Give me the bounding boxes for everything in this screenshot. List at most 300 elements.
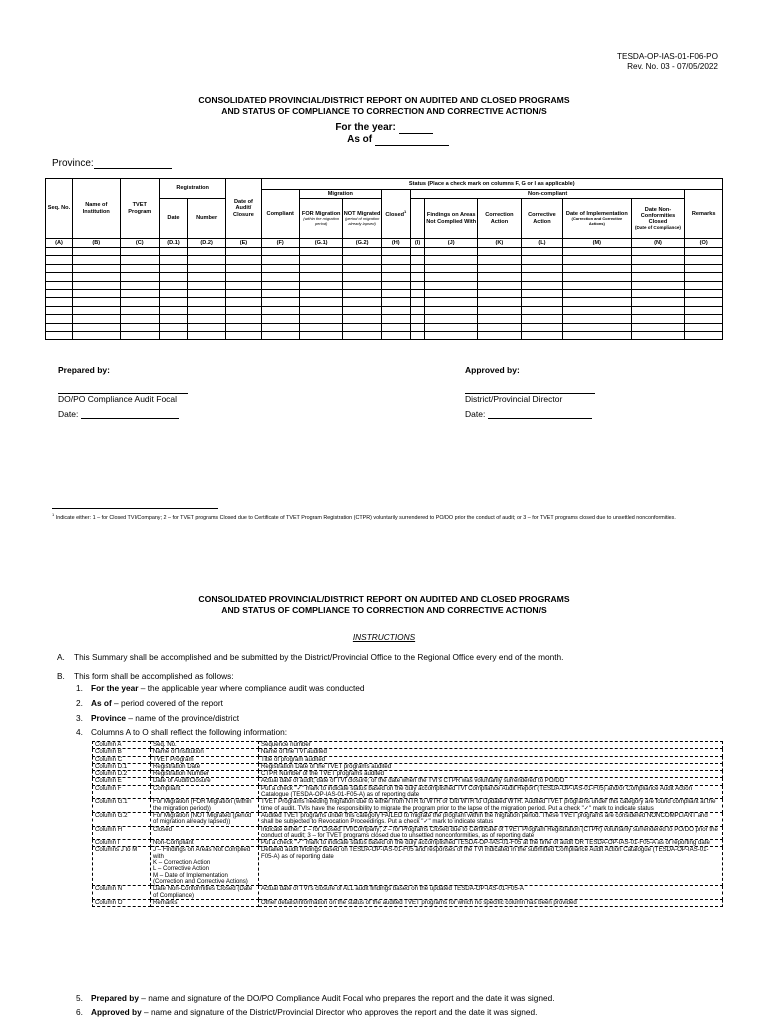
table-cell[interactable] [261, 248, 299, 256]
table-cell[interactable] [410, 315, 425, 323]
table-cell[interactable] [425, 306, 478, 314]
col-registration-header: Registration [159, 179, 225, 199]
table-cell[interactable] [187, 256, 225, 264]
step-6: 6. Approved by – name and signature of the District/Provincial Director who approves the report and the date it was signed. [76, 1007, 538, 1017]
table-cell[interactable] [410, 306, 425, 314]
table-cell[interactable] [631, 256, 685, 264]
table-cell[interactable] [410, 273, 425, 281]
table-cell[interactable] [120, 281, 159, 289]
table-cell[interactable] [187, 331, 225, 339]
table-cell[interactable] [521, 289, 562, 297]
table-cell[interactable] [261, 273, 299, 281]
table-cell[interactable] [410, 323, 425, 331]
column-description: Put a check "✓" mark to indicate status based on the duly accomplished TVI Compliance Audit Report (TESDA-OP-IAS-01-F05) and/or Compliance Audit Action Catalogue (TESDA-OP-IAS-01-F05-A) as of reporting date [259, 785, 723, 799]
col-not-migrated-header: NOT Migrated (period of migration already lapsed) [343, 199, 381, 239]
prepared-by-label: Prepared by: [58, 365, 110, 375]
table-cell[interactable] [410, 264, 425, 272]
table-cell[interactable] [159, 315, 187, 323]
column-description: CTPR Number of the TVET programs audited [259, 771, 723, 778]
table-cell[interactable] [631, 315, 685, 323]
column-id: Column D.2 [93, 771, 151, 778]
column-heading: For Migration (FOR Migration (within the migration period)) [151, 799, 259, 813]
table-cell[interactable] [381, 306, 410, 314]
table-cell[interactable] [72, 273, 120, 281]
table-cell[interactable] [425, 248, 478, 256]
column-heading: Registration Date [151, 763, 259, 770]
table-cell[interactable] [72, 264, 120, 272]
report-title-line2: AND STATUS OF COMPLIANCE TO CORRECTION AND CORRECTIVE ACTION/S [221, 106, 547, 116]
col-status-header: Status (Place a check mark on columns F, G or I as applicable) [261, 179, 722, 190]
instruction-a-marker: A. [57, 652, 65, 662]
column-description: Actual date of audit; date of TVI closure; or the date when the TVI's CTPR was voluntarily surrendered to PO/DO [259, 778, 723, 785]
table-row [46, 281, 723, 289]
table-cell[interactable] [261, 315, 299, 323]
table-cell[interactable] [685, 315, 723, 323]
table-cell[interactable] [226, 306, 261, 314]
table-cell[interactable] [381, 331, 410, 339]
table-cell[interactable] [159, 289, 187, 297]
table-cell[interactable] [478, 281, 522, 289]
column-code: (L) [521, 239, 562, 248]
column-code: (K) [478, 239, 522, 248]
table-row [46, 306, 723, 314]
footnote: $^1$ Indicate either: 1 – for Closed TVI/Company; 2 – for TVET programs Closed due to Certificate of TVET Program Registration (CTPR) voluntarily surrendered to PO/DO prior the conduct of audit; or 3 – for TVET programs closed due to unsettled nonconformities. [52, 512, 676, 521]
table-cell[interactable] [299, 264, 343, 272]
column-description: Detailed audit findings based on TESDA-OP-IAS-01-F05 and responses of the TVI indicated in the submitted Compliance Audit Action Catalogue (TESDA-OP-IAS-01-F05-A) as of reporting date [259, 847, 723, 886]
column-heading: J – Findings on Areas Not Complied with K – Correction Action L – Corrective Action M – Date of Implementation (Correction and Corrective Actions) [151, 847, 259, 886]
table-cell[interactable] [343, 281, 381, 289]
table-cell[interactable] [381, 281, 410, 289]
table-cell[interactable] [521, 256, 562, 264]
table-cell[interactable] [425, 264, 478, 272]
step-item: 3. Province – name of the province/district [76, 712, 240, 723]
column-description: Sequence number [259, 742, 723, 749]
table-cell[interactable] [261, 331, 299, 339]
table-cell[interactable] [72, 281, 120, 289]
table-cell[interactable] [631, 281, 685, 289]
table-cell[interactable] [478, 289, 522, 297]
column-description: TVET Programs needing migration due to either from NTR to WTR or Old WTR to Updated WTR. Audited TVET programs under this category are found compliant at the time of audit. TVIs have the responsibility to migrate the program prior to the lapse of the migration period. Put a check "✓" mark to indicate status [259, 799, 723, 813]
column-id: Column G.1 [93, 799, 151, 813]
table-cell[interactable] [425, 323, 478, 331]
table-cell[interactable] [46, 281, 73, 289]
table-cell[interactable] [226, 248, 261, 256]
column-heading: Remarks [151, 899, 259, 906]
step-item: 4. Columns A to O shall reflect the following information: [76, 727, 287, 738]
table-cell[interactable] [343, 289, 381, 297]
table-cell[interactable] [120, 315, 159, 323]
column-reference-row [93, 847, 723, 886]
table-cell[interactable] [46, 289, 73, 297]
column-code: (B) [72, 239, 120, 248]
column-heading: Non-Compliant [151, 840, 259, 847]
table-cell[interactable] [631, 289, 685, 297]
table-cell[interactable] [685, 298, 723, 306]
col-findings-header: Findings on Areas Not Complied With [425, 199, 478, 239]
table-row [46, 273, 723, 281]
table-cell[interactable] [521, 273, 562, 281]
table-cell[interactable] [299, 298, 343, 306]
approved-date-field[interactable] [488, 410, 592, 419]
table-cell[interactable] [120, 289, 159, 297]
table-cell[interactable] [159, 331, 187, 339]
table-cell[interactable] [521, 323, 562, 331]
col-tvet-header: TVET Program [120, 179, 159, 239]
table-cell[interactable] [72, 248, 120, 256]
table-cell[interactable] [343, 331, 381, 339]
table-cell[interactable] [187, 298, 225, 306]
table-cell[interactable] [299, 281, 343, 289]
table-cell[interactable] [478, 256, 522, 264]
table-cell[interactable] [159, 273, 187, 281]
column-code-row [46, 239, 723, 248]
table-cell[interactable] [425, 315, 478, 323]
table-cell[interactable] [381, 256, 410, 264]
col-correction-header: Correction Action [478, 199, 522, 239]
col-corrective-header: Corrective Action [521, 199, 562, 239]
table-cell[interactable] [187, 323, 225, 331]
table-row [46, 323, 723, 331]
table-cell[interactable] [72, 323, 120, 331]
table-cell[interactable] [563, 315, 631, 323]
table-cell[interactable] [46, 264, 73, 272]
table-cell[interactable] [631, 323, 685, 331]
column-id: Column D.1 [93, 763, 151, 770]
table-cell[interactable] [685, 323, 723, 331]
table-cell[interactable] [478, 306, 522, 314]
table-cell[interactable] [226, 315, 261, 323]
for-the-year-field[interactable] [399, 124, 433, 134]
instructions-title-line1: CONSOLIDATED PROVINCIAL/DISTRICT REPORT ON AUDITED AND CLOSED PROGRAMS [198, 594, 570, 604]
column-description: Indicate either: 1 – for Closed TVI/Company; 2 – for Programs Closed due to Certificate of TVET Program Registration (CTPR) voluntarily surrendered to PO/DO prior the conduct of audit; 3 – for TVET programs closed due to unsettled nonconformities, as of reporting date [259, 826, 723, 840]
table-cell[interactable] [381, 289, 410, 297]
col-date-nonconf-header: Date Non-Conformities Closed (Date of Compliance) [631, 199, 685, 239]
table-cell[interactable] [425, 281, 478, 289]
table-cell[interactable] [187, 306, 225, 314]
table-cell[interactable] [563, 298, 631, 306]
document-code: TESDA-OP-IAS-01-F06-PO [616, 52, 718, 61]
table-cell[interactable] [261, 281, 299, 289]
table-cell[interactable] [685, 331, 723, 339]
col-date-audit-header: Date of Audit/ Closure [226, 179, 261, 239]
columns-reference-table [92, 741, 723, 907]
table-cell[interactable] [343, 264, 381, 272]
col-for-migration-header: FOR Migration (within the migration period) [299, 199, 343, 239]
table-cell[interactable] [521, 281, 562, 289]
period-block [0, 122, 768, 146]
table-cell[interactable] [563, 281, 631, 289]
column-heading: For Migration (NOT Migrated (period of migration already lapsed)) [151, 812, 259, 826]
table-cell[interactable] [521, 248, 562, 256]
table-cell[interactable] [563, 289, 631, 297]
table-cell[interactable] [685, 248, 723, 256]
table-cell[interactable] [120, 264, 159, 272]
approved-date: Date: [465, 409, 592, 419]
table-cell[interactable] [343, 273, 381, 281]
table-cell[interactable] [425, 298, 478, 306]
column-code: (C) [120, 239, 159, 248]
table-cell[interactable] [563, 306, 631, 314]
table-cell[interactable] [46, 273, 73, 281]
table-cell[interactable] [187, 273, 225, 281]
report-title-line1: CONSOLIDATED PROVINCIAL/DISTRICT REPORT ON AUDITED AND CLOSED PROGRAMS [198, 95, 570, 105]
column-id: Column H [93, 826, 151, 840]
col-date-impl-header: Date of Implementation (Correction and Corrective Actions) [563, 199, 631, 239]
column-description: Title of program audited [259, 756, 723, 763]
table-cell[interactable] [46, 248, 73, 256]
prepared-role: DO/PO Compliance Audit Focal [58, 394, 178, 404]
table-cell[interactable] [563, 273, 631, 281]
column-heading: Closed [151, 826, 259, 840]
table-cell[interactable] [261, 289, 299, 297]
table-cell[interactable] [478, 248, 522, 256]
table-cell[interactable] [425, 331, 478, 339]
table-cell[interactable] [159, 281, 187, 289]
column-code: (D.2) [187, 239, 225, 248]
report-table [45, 178, 723, 340]
column-reference-row [93, 899, 723, 906]
table-cell[interactable] [120, 306, 159, 314]
table-cell[interactable] [261, 306, 299, 314]
table-cell[interactable] [521, 306, 562, 314]
approved-role: District/Provincial Director [465, 394, 563, 404]
table-cell[interactable] [187, 248, 225, 256]
table-cell[interactable] [299, 248, 343, 256]
column-heading: Registration Number [151, 771, 259, 778]
table-cell[interactable] [685, 306, 723, 314]
table-cell[interactable] [226, 256, 261, 264]
table-cell[interactable] [563, 248, 631, 256]
table-cell[interactable] [410, 331, 425, 339]
table-cell[interactable] [226, 331, 261, 339]
table-cell[interactable] [478, 298, 522, 306]
table-cell[interactable] [563, 331, 631, 339]
table-cell[interactable] [410, 298, 425, 306]
col-institution-header: Name of Institution [72, 179, 120, 239]
table-row [46, 331, 723, 339]
column-reference-row [93, 826, 723, 840]
step-item: 2. As of – period covered of the report [76, 697, 223, 708]
table-cell[interactable] [563, 264, 631, 272]
table-cell[interactable] [120, 248, 159, 256]
table-cell[interactable] [299, 256, 343, 264]
province-field[interactable] [94, 159, 172, 169]
table-cell[interactable] [563, 256, 631, 264]
instructions-title [0, 594, 768, 616]
table-cell[interactable] [120, 273, 159, 281]
column-code: (M) [563, 239, 631, 248]
table-cell[interactable] [159, 323, 187, 331]
table-cell[interactable] [226, 298, 261, 306]
col-reg-number-header: Number [187, 199, 225, 239]
table-cell[interactable] [343, 323, 381, 331]
table-cell[interactable] [478, 315, 522, 323]
col-closed-header: Closed$^1$ [381, 190, 410, 239]
table-cell[interactable] [410, 281, 425, 289]
instruction-b-marker: B. [57, 671, 65, 681]
table-cell[interactable] [685, 256, 723, 264]
column-id: Column E [93, 778, 151, 785]
table-cell[interactable] [410, 248, 425, 256]
table-cell[interactable] [299, 289, 343, 297]
column-id: Column N [93, 886, 151, 900]
table-row [46, 289, 723, 297]
table-cell[interactable] [425, 273, 478, 281]
column-heading: Name of Institution [151, 749, 259, 756]
table-cell[interactable] [381, 273, 410, 281]
col-seq-header: Seq. No. [46, 179, 73, 239]
table-cell[interactable] [299, 273, 343, 281]
table-row [46, 298, 723, 306]
table-row [46, 256, 723, 264]
table-cell[interactable] [685, 264, 723, 272]
column-id: Column I [93, 840, 151, 847]
table-cell[interactable] [631, 264, 685, 272]
table-cell[interactable] [159, 306, 187, 314]
table-cell[interactable] [46, 331, 73, 339]
table-cell[interactable] [187, 264, 225, 272]
table-row [46, 248, 723, 256]
table-cell[interactable] [478, 264, 522, 272]
instruction-b: This form shall be accomplished as follows: [74, 671, 234, 681]
table-cell[interactable] [159, 256, 187, 264]
table-cell[interactable] [685, 281, 723, 289]
table-cell[interactable] [521, 315, 562, 323]
table-cell[interactable] [410, 256, 425, 264]
step-item: 1. For the year – the applicable year where compliance audit was conducted [76, 683, 365, 693]
table-cell[interactable] [226, 289, 261, 297]
table-cell[interactable] [261, 264, 299, 272]
table-cell[interactable] [261, 298, 299, 306]
table-cell[interactable] [521, 331, 562, 339]
table-cell[interactable] [226, 281, 261, 289]
table-cell[interactable] [410, 289, 425, 297]
table-row [46, 264, 723, 272]
table-cell[interactable] [381, 315, 410, 323]
column-code: (J) [425, 239, 478, 248]
table-cell[interactable] [299, 331, 343, 339]
table-cell[interactable] [120, 331, 159, 339]
instructions-heading: INSTRUCTIONS [352, 632, 416, 642]
table-cell[interactable] [685, 289, 723, 297]
table-cell[interactable] [381, 323, 410, 331]
table-cell[interactable] [72, 306, 120, 314]
table-cell[interactable] [120, 298, 159, 306]
step-list [76, 683, 365, 742]
column-code: (N) [631, 239, 685, 248]
table-cell[interactable] [72, 289, 120, 297]
column-id: Column G.2 [93, 812, 151, 826]
table-cell[interactable] [478, 273, 522, 281]
col-noncompliant-header: Non-compliant [410, 190, 685, 199]
for-the-year-label: For the year: [335, 122, 396, 133]
table-cell[interactable] [187, 281, 225, 289]
column-description: Put a check "✓" mark to indicate status based on the duly accomplished TESDA-OP-IAS-01-F05 at the time of audit OR TESDA-OP-IAS-01-F05-A as of reporting date [259, 840, 723, 847]
table-cell[interactable] [159, 298, 187, 306]
column-id: Columns J to M [93, 847, 151, 886]
table-cell[interactable] [425, 289, 478, 297]
table-cell[interactable] [631, 306, 685, 314]
approved-by-label: Approved by: [465, 365, 520, 375]
table-cell[interactable] [685, 273, 723, 281]
table-cell[interactable] [72, 331, 120, 339]
column-code: (A) [46, 239, 73, 248]
table-cell[interactable] [631, 331, 685, 339]
column-description: Actual date of TVI's closure of ALL audit findings based on the updated TESDA-OP-IAS-01-F05-A [259, 886, 723, 900]
step-5: 5. Prepared by – name and signature of the DO/PO Compliance Audit Focal who prepares the report and the date it was signed. [76, 993, 555, 1003]
revision-number: Rev. No. 03 - 07/05/2022 [627, 62, 718, 71]
table-cell[interactable] [563, 323, 631, 331]
province-label: Province: [52, 158, 94, 169]
table-cell[interactable] [478, 323, 522, 331]
table-cell[interactable] [521, 264, 562, 272]
table-cell[interactable] [159, 248, 187, 256]
column-description: Name of the TVI audited [259, 749, 723, 756]
column-heading: Seq. No. [151, 742, 259, 749]
column-reference-row [93, 799, 723, 813]
table-cell[interactable] [343, 306, 381, 314]
table-cell[interactable] [631, 248, 685, 256]
table-cell[interactable] [343, 256, 381, 264]
table-cell[interactable] [187, 315, 225, 323]
table-cell[interactable] [425, 256, 478, 264]
table-cell[interactable] [261, 256, 299, 264]
table-cell[interactable] [299, 306, 343, 314]
column-reference-row [93, 785, 723, 799]
table-cell[interactable] [159, 264, 187, 272]
table-cell[interactable] [343, 248, 381, 256]
table-cell[interactable] [226, 273, 261, 281]
table-cell[interactable] [343, 298, 381, 306]
as-of-field[interactable] [375, 136, 449, 146]
instruction-a: This Summary shall be accomplished and be submitted by the District/Provincial Office to the Regional Office every end of the month. [74, 652, 564, 662]
table-cell[interactable] [46, 306, 73, 314]
table-cell[interactable] [521, 298, 562, 306]
table-cell[interactable] [46, 315, 73, 323]
table-cell[interactable] [478, 331, 522, 339]
table-cell[interactable] [120, 256, 159, 264]
prepared-date-field[interactable] [81, 410, 179, 419]
column-reference-row [93, 749, 723, 756]
table-cell[interactable] [187, 289, 225, 297]
table-cell[interactable] [120, 323, 159, 331]
table-cell[interactable] [299, 315, 343, 323]
table-cell[interactable] [381, 298, 410, 306]
table-cell[interactable] [631, 273, 685, 281]
table-cell[interactable] [72, 315, 120, 323]
table-cell[interactable] [72, 298, 120, 306]
table-cell[interactable] [226, 323, 261, 331]
col-reg-date-header: Date [159, 199, 187, 239]
column-reference-row [93, 812, 723, 826]
table-cell[interactable] [631, 298, 685, 306]
table-cell[interactable] [381, 264, 410, 272]
table-cell[interactable] [46, 298, 73, 306]
table-cell[interactable] [46, 323, 73, 331]
table-cell[interactable] [72, 256, 120, 264]
table-cell[interactable] [299, 323, 343, 331]
table-cell[interactable] [46, 256, 73, 264]
column-code: (I) [410, 239, 425, 248]
col-i-blank-header [410, 199, 425, 239]
table-cell[interactable] [226, 264, 261, 272]
table-cell[interactable] [343, 315, 381, 323]
col-compliant-header: Compliant [261, 190, 299, 239]
table-cell[interactable] [261, 323, 299, 331]
column-description: Registration Date of the TVET programs audited [259, 763, 723, 770]
table-cell[interactable] [381, 248, 410, 256]
column-heading: Compliant [151, 785, 259, 799]
